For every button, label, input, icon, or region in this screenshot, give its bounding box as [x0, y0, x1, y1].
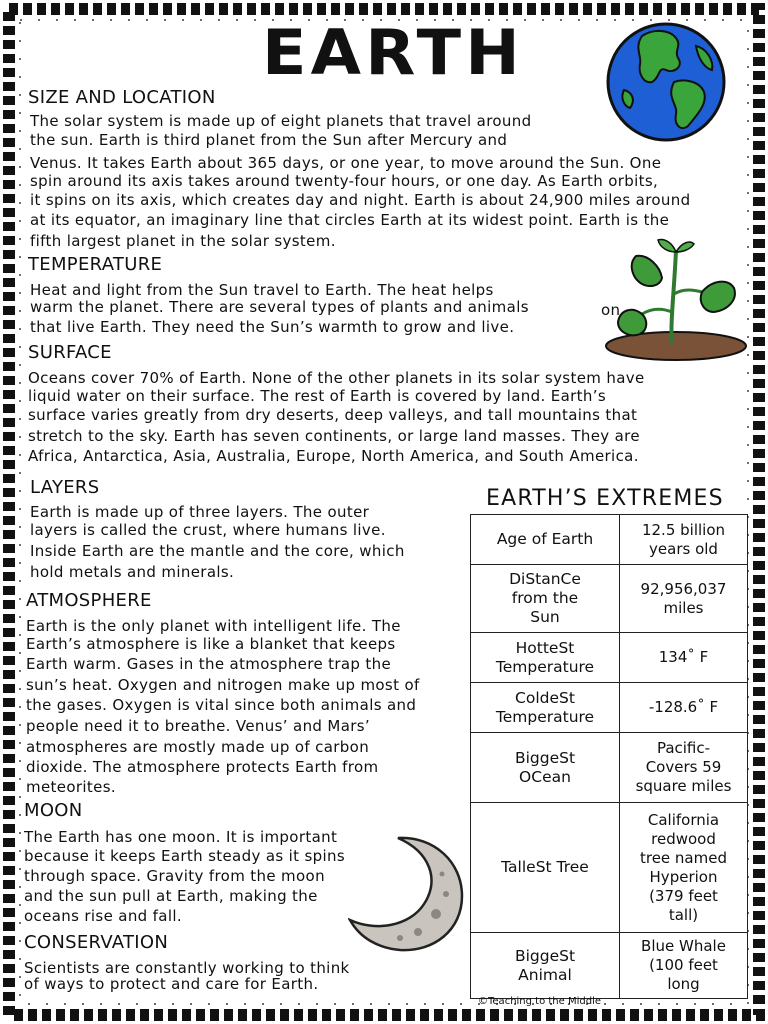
- atmosphere-line: people need it to breathe. Venus’ and Mars’: [26, 717, 371, 735]
- plant-icon: [602, 234, 748, 362]
- temperature-line: warm the planet. There are several types of plants and animals: [30, 298, 529, 316]
- extremes-row: [471, 565, 748, 633]
- atmosphere-line: Earth warm. Gases in the atmosphere trap the: [26, 655, 392, 673]
- extremes-label: Age of Earth: [471, 515, 620, 565]
- size-line: the sun. Earth is third planet from the Sun after Mercury and: [30, 131, 508, 149]
- copyright: ©Teaching to the Middle: [478, 996, 602, 1007]
- layers-line: Inside Earth are the mantle and the core, which: [30, 542, 405, 560]
- extremes-title: EARTH’S EXTREMES: [486, 486, 724, 511]
- surface-line: liquid water on their surface. The rest of Earth is covered by land. Earth’s: [28, 387, 607, 405]
- layers-line: layers is called the crust, where humans live.: [30, 521, 386, 539]
- layers-line: Earth is made up of three layers. The outer: [30, 503, 370, 521]
- layers-line: hold metals and minerals.: [30, 563, 235, 581]
- size-line: spin around its axis takes around twenty-four hours, or one day. As Earth orbits,: [30, 172, 659, 190]
- surface-line: surface varies greatly from dry deserts, deep valleys, and tall mountains that: [28, 406, 638, 424]
- atmosphere-line: atmospheres are mostly made up of carbon: [26, 738, 370, 756]
- moon-line: oceans rise and fall.: [24, 907, 182, 925]
- surface-line: Oceans cover 70% of Earth. None of the other planets in its solar system have: [28, 369, 645, 387]
- extremes-value: Blue Whale (100 feet long: [620, 933, 748, 999]
- extremes-value: 12.5 billion years old: [620, 515, 748, 565]
- extremes-label: BiggeSt OCean: [471, 733, 620, 803]
- temperature-line: that live Earth. They need the Sun’s warmth to grow and live.: [30, 318, 515, 336]
- extremes-value: 134˚ F: [620, 633, 748, 683]
- extremes-value: 92,956,037 miles: [620, 565, 748, 633]
- size-line: fifth largest planet in the solar system.: [30, 232, 336, 250]
- size-line: it spins on its axis, which creates day and night. Earth is about 24,900 miles around: [30, 191, 691, 209]
- atmosphere-line: sun’s heat. Oxygen and nitrogen make up most of: [26, 676, 420, 694]
- stray-word: on: [601, 301, 621, 319]
- extremes-row: [471, 683, 748, 733]
- earth-globe-icon: [604, 20, 728, 144]
- size-line: at its equator, an imaginary line that circles Earth at its widest point. Earth is the: [30, 211, 670, 229]
- extremes-row: [471, 733, 748, 803]
- extremes-label: DiStanCe from the Sun: [471, 565, 620, 633]
- extremes-value: -128.6˚ F: [620, 683, 748, 733]
- moon-line: and the sun pull at Earth, making the: [24, 887, 318, 905]
- moon-line: because it keeps Earth steady as it spins: [24, 847, 346, 865]
- size-line: Venus. It takes Earth about 365 days, or one year, to move around the Sun. One: [30, 154, 662, 172]
- atmosphere-line: Earth’s atmosphere is like a blanket that keeps: [26, 635, 396, 653]
- extremes-label: TalleSt Tree: [471, 803, 620, 933]
- heading-moon: MOON: [24, 800, 83, 821]
- extremes-label: BiggeSt Animal: [471, 933, 620, 999]
- moon-line: The Earth has one moon. It is important: [24, 828, 338, 846]
- surface-line: stretch to the sky. Earth has seven continents, or large land masses. They are: [28, 427, 640, 445]
- atmosphere-line: dioxide. The atmosphere protects Earth from: [26, 758, 379, 776]
- extremes-row: [471, 515, 748, 565]
- extremes-row: [471, 633, 748, 683]
- atmosphere-line: meteorites.: [26, 778, 117, 796]
- conservation-line: Scientists are constantly working to think: [24, 959, 350, 977]
- atmosphere-line: the gases. Oxygen is vital since both animals and: [26, 696, 417, 714]
- extremes-table: [470, 514, 748, 999]
- heading-surface: SURFACE: [28, 342, 112, 363]
- heading-layers: LAYERS: [30, 477, 100, 498]
- surface-line: Africa, Antarctica, Asia, Australia, Europe, North America, and South America.: [28, 447, 639, 465]
- extremes-label: ColdeSt Temperature: [471, 683, 620, 733]
- extremes-value: Pacific- Covers 59 square miles: [620, 733, 748, 803]
- extremes-value: California redwood tree named Hyperion (379 feet tall): [620, 803, 748, 933]
- extremes-row: [471, 933, 748, 999]
- heading-conservation: CONSERVATION: [24, 932, 169, 953]
- extremes-label: HotteSt Temperature: [471, 633, 620, 683]
- heading-size-location: SIZE AND LOCATION: [28, 87, 216, 108]
- crescent-moon-icon: [348, 834, 464, 952]
- extremes-row: [471, 803, 748, 933]
- size-line: The solar system is made up of eight planets that travel around: [30, 112, 532, 130]
- heading-atmosphere: ATMOSPHERE: [26, 590, 152, 611]
- moon-line: through space. Gravity from the moon: [24, 867, 325, 885]
- heading-temperature: TEMPERATURE: [28, 254, 163, 275]
- page-title: EARTH: [262, 16, 524, 89]
- conservation-line: of ways to protect and care for Earth.: [24, 975, 319, 993]
- temperature-line: Heat and light from the Sun travel to Earth. The heat helps: [30, 281, 494, 299]
- atmosphere-line: Earth is the only planet with intelligent life. The: [26, 617, 401, 635]
